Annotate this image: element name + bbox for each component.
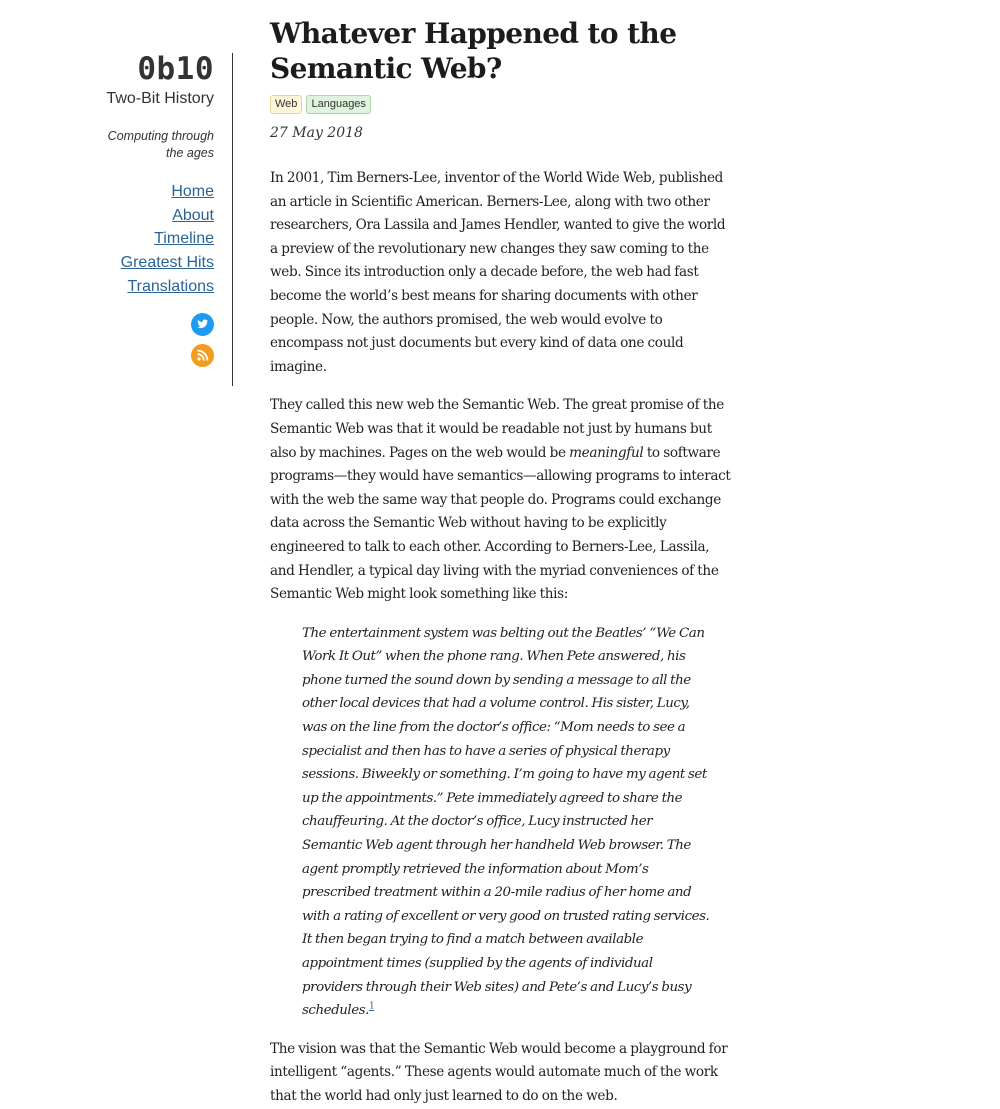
site-tagline: Computing through the ages — [107, 129, 214, 160]
twitter-icon[interactable] — [191, 313, 214, 336]
sidebar-divider — [232, 53, 233, 386]
paragraph-semantic-web — [270, 394, 732, 606]
rss-icon[interactable] — [191, 344, 214, 367]
nav-link-about[interactable]: About — [172, 206, 214, 224]
nav-link-home[interactable]: Home — [171, 183, 214, 200]
site-title: Two-Bit History — [106, 90, 214, 107]
paragraph-text: to software programs—they would have semantics—allowing programs to interact with the web the same way that people do. Programs could exchange data across the Semantic Web without having to be explicitly engineered to talk to each other. According to Berners-Lee, Lassila, and Hendler, a typical day living with the myriad conveniences of the Semantic Web might look something like this: — [270, 444, 731, 603]
paragraph-vision: The vision was that the Semantic Web would become a playground for intelligent “agents.” These agents would automate much of the work that the world had only just learned to do on the web. — [270, 1040, 728, 1104]
emphasis-meaningful: meaningful — [569, 444, 644, 461]
article — [270, 16, 732, 1109]
sidebar — [90, 52, 214, 375]
nav-link-translations[interactable]: Translations — [127, 277, 214, 295]
footnote-link[interactable]: 1 — [368, 1001, 375, 1012]
paragraph-text: They called this new web the Semantic Web. The great promise of the Semantic Web was that it would be readable not just by humans but also by machines. Pages on the web would be — [270, 397, 724, 461]
quote-text: The entertainment system was belting out the Beatles’ “We Can Work It Out” when the phone rang. When Pete answered, his phone turned the sound down by sending a message to all the other local devices that had a volume control. His sister, Lucy, was on the line from the doctor’s office: “Mom needs to see a specialist and then has to have a series of physical therapy sessions. Biweekly or something. I’m going to have my agent set up the appointments.” Pete immediately agreed to share the chauffeuring. At the doctor’s office, Lucy instructed her Semantic Web agent through her handheld Web browser. The agent promptly retrieved the information about Mom’s prescribed treatment within a 20-mile radius of her home and with a rating of excellent or very good on trusted rating services. It then began trying to find a match between available appointment times (supplied by the agents of individual providers through their Web sites) and Pete’s and Lucy’s busy schedules. — [302, 625, 710, 1019]
blockquote-scenario — [302, 622, 712, 1023]
site-nav — [90, 180, 214, 299]
rss-feed-glyph — [191, 344, 214, 367]
paragraph-intro: In 2001, Tim Berners-Lee, inventor of the World Wide Web, published an article in Scientific American. Berners-Lee, along with two other researchers, Ora Lassila and James Hendler, wanted to give the world a preview of the revolutionary new changes they saw coming to the web. Since its introduction only a decade before, the web had fast become the world’s best means for sharing documents with other people. Now, the authors promised, the web would evolve to encompass not just documents but every kind of data one could imagine. — [270, 170, 726, 375]
social-links — [90, 313, 214, 367]
site-logo[interactable]: 0b10 — [137, 51, 214, 87]
post-tags — [270, 95, 732, 114]
twitter-bird-glyph — [191, 313, 214, 336]
post-date: 27 May 2018 — [270, 125, 363, 141]
nav-link-timeline[interactable]: Timeline — [154, 230, 214, 248]
tag-web[interactable]: Web — [270, 95, 302, 114]
post-title: Whatever Happened to the Semantic Web? — [270, 17, 677, 85]
nav-link-greatest-hits[interactable]: Greatest Hits — [120, 254, 214, 272]
tag-languages[interactable]: Languages — [306, 95, 370, 114]
